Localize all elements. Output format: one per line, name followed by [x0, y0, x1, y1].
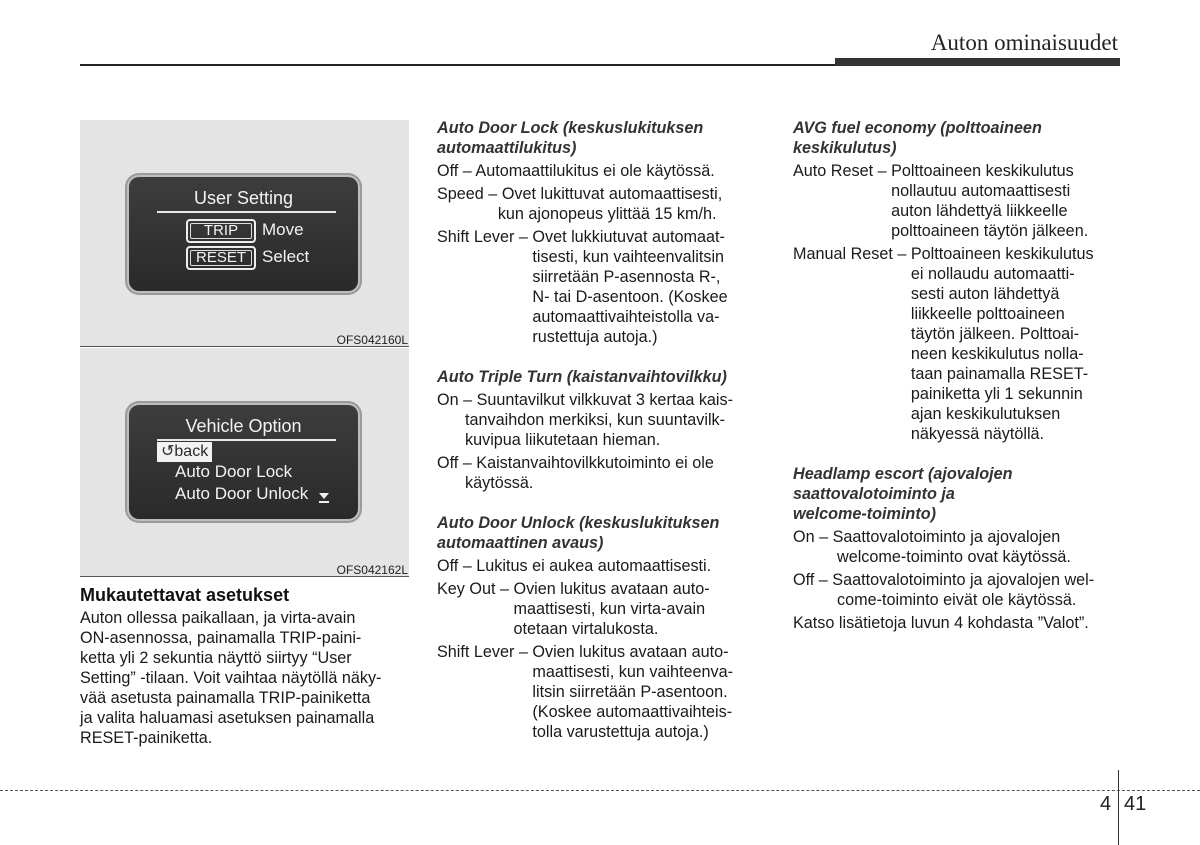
- lcd-vehicle-option-screen: [129, 405, 358, 519]
- setting-key-out: [437, 579, 765, 639]
- setting-on-cont: kuvipua liikutetaan hieman.: [465, 431, 661, 449]
- page-number: 41: [1124, 793, 1147, 815]
- setting-desc: Polttoaineen keskikulutus ei nollaudu automaatti- sesti auton lähdettyä liikkeelle polttoaineen täytön jälkeen. Polttoai- neen keskikulutus nolla- taan painamalla RESET- painiketta yli 1 sekunnin ajan keskikulutuksen näkyessä näytöllä.: [910, 245, 1094, 443]
- note-text: Katso lisätietoja luvun 4 kohdasta ”Valot”.: [793, 614, 1089, 632]
- setting-term: Manual Reset –: [793, 245, 911, 263]
- setting-shift-lever: [437, 642, 765, 742]
- setting-off-cont: käytössä.: [465, 474, 534, 492]
- page-number-divider: [1118, 770, 1119, 845]
- column-1: [80, 585, 409, 748]
- section-heading: Mukautettavat asetukset: [80, 585, 290, 605]
- section-heading: AVG fuel economy (polttoaineen: [793, 119, 1042, 137]
- paragraph-line: RESET-painiketta.: [80, 729, 213, 747]
- setting-off: Off – Lukitus ei aukea automaattisesti.: [437, 557, 712, 575]
- setting-term: Shift Lever –: [437, 643, 533, 661]
- scroll-down-icon-base: [319, 501, 329, 503]
- chapter-number: 4: [1100, 793, 1112, 815]
- lcd-move-label: Move: [262, 220, 304, 239]
- setting-desc: Ovet lukittuvat automaattisesti, kun ajonopeus ylittää 15 km/h.: [497, 185, 723, 223]
- paragraph-line: Setting” -tilaan. Voit vaihtaa näytöllä näky-: [80, 669, 382, 687]
- lcd-back-item: ↺back: [157, 442, 212, 462]
- column-2: [437, 118, 765, 742]
- section-heading: Headlamp escort (ajovalojen: [793, 465, 1013, 483]
- setting-manual-reset: [793, 244, 1121, 444]
- setting-auto-reset: [793, 161, 1121, 241]
- setting-speed: [437, 184, 765, 224]
- setting-off: Off – Saattovalotoiminto ja ajovalojen wel-: [793, 571, 1095, 589]
- lcd-title: User Setting: [193, 188, 294, 208]
- header-rule-thick: [835, 58, 1120, 66]
- return-arrow-icon: ↺: [161, 443, 175, 460]
- section-heading: saattovalotoiminto ja: [793, 485, 955, 503]
- paragraph-line: ketta yli 2 sekuntia näyttö siirtyy “User: [80, 649, 352, 667]
- scroll-down-icon: [319, 493, 329, 499]
- paragraph-line: vää asetusta painamalla TRIP-painiketta: [80, 689, 371, 707]
- section-heading: keskikulutus): [793, 139, 897, 157]
- lcd-separator: [157, 211, 336, 213]
- setting-desc: Ovien lukitus avataan auto- maattisesti, kun virta-avain otetaan virtalukosta.: [513, 580, 710, 638]
- setting-off: Off – Kaistanvaihtovilkkutoiminto ei ole: [437, 454, 714, 472]
- setting-desc: Polttoaineen keskikulutus nollautuu automaattisesti auton lähdettyä liikkeelle polttoaineen täytön jälkeen.: [891, 162, 1089, 240]
- paragraph-line: ja valita haluamasi asetuksen painamalla: [80, 709, 375, 727]
- section-heading: Auto Triple Turn (kaistanvaihtovilkku): [437, 368, 727, 386]
- setting-term: Key Out –: [437, 580, 514, 598]
- lcd-user-setting-screen: [129, 177, 358, 291]
- section-heading: welcome-toiminto): [793, 505, 936, 523]
- paragraph-line: Auton ollessa paikallaan, ja virta-avain: [80, 609, 356, 627]
- setting-off: Off – Automaattilukitus ei ole käytössä.: [437, 162, 715, 180]
- setting-on-cont: welcome-toiminto ovat käytössä.: [837, 548, 1071, 566]
- column-3: [793, 118, 1121, 633]
- section-heading: automaattilukitus): [437, 139, 577, 157]
- figure-caption: OFS042160L: [336, 333, 408, 347]
- setting-on: On – Suuntavilkut vilkkuvat 3 kertaa kais-: [437, 391, 734, 409]
- setting-term: Shift Lever –: [437, 228, 533, 246]
- lcd-trip-button-icon: TRIP: [186, 219, 256, 243]
- setting-shift-lever: [437, 227, 765, 347]
- lcd-select-label: Select: [262, 247, 310, 266]
- setting-on-cont: tanvaihdon merkiksi, kun suuntavilk-: [465, 411, 726, 429]
- page-header-title: Auton ominaisuudet: [930, 30, 1118, 55]
- section-heading: Auto Door Lock (keskuslukituksen: [437, 119, 704, 137]
- footer-dashed-line: [0, 790, 1200, 791]
- figure-caption: OFS042162L: [336, 563, 408, 577]
- lcd-separator: [157, 439, 336, 441]
- setting-desc: Ovien lukitus avataan auto- maattisesti, kun vaihteenva- litsin siirretään P-asentoon. (Koskee automaattivaihteis- tolla varustettuja autoja.): [532, 643, 734, 741]
- setting-on: On – Saattovalotoiminto ja ajovalojen: [793, 528, 1061, 546]
- lcd-reset-button-icon: RESET: [186, 246, 256, 270]
- setting-term: Speed –: [437, 185, 502, 203]
- lcd-menu-item: Auto Door Lock: [175, 462, 293, 481]
- section-heading: automaattinen avaus): [437, 534, 604, 552]
- paragraph-line: ON-asennossa, painamalla TRIP-paini-: [80, 629, 362, 647]
- setting-desc: Ovet lukkiutuvat automaat- tisesti, kun vaihteenvalitsin siirretään P-asennosta R-, N- tai D-asentoon. (Koskee automaattivaihteistolla va- rustettuja autoja.): [532, 228, 728, 346]
- section-heading: Auto Door Unlock (keskuslukituksen: [437, 514, 720, 532]
- lcd-title: Vehicle Option: [185, 416, 302, 436]
- setting-term: Auto Reset –: [793, 162, 892, 180]
- lcd-menu-item: Auto Door Unlock: [175, 484, 309, 503]
- setting-off-cont: come-toiminto eivät ole käytössä.: [837, 591, 1077, 609]
